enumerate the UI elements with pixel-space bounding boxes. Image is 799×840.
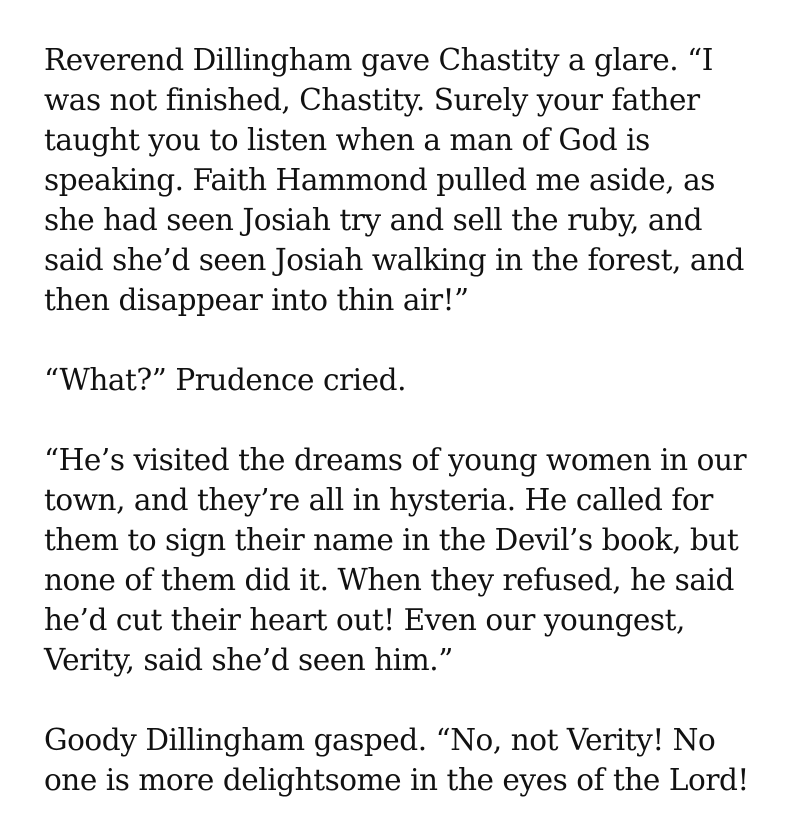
text-line: none of them did it. When they refused, he said [44, 563, 734, 597]
text-line: “He’s visited the dreams of young women in our [44, 443, 747, 477]
paragraph-goody-gasp [44, 720, 784, 800]
text-line: Goody Dillingham gasped. “No, not Verity! No [44, 723, 716, 757]
text-line: taught you to listen when a man of God is [44, 123, 650, 157]
text-line: Reverend Dillingham gave Chastity a glare. “I [44, 43, 713, 77]
text-line: was not finished, Chastity. Surely your father [44, 83, 700, 117]
text-line: said she’d seen Josiah walking in the forest, and [44, 243, 744, 277]
text-line: them to sign their name in the Devil’s book, but [44, 523, 739, 557]
text-line: Verity, said she’d seen him.” [44, 643, 453, 677]
text-line: “What?” Prudence cried. [44, 363, 407, 397]
text-line: speaking. Faith Hammond pulled me aside, as [44, 163, 715, 197]
book-page [44, 40, 784, 840]
text-line: one is more delightsome in the eyes of the Lord! [44, 763, 749, 797]
paragraph-reverend-speech [44, 40, 784, 320]
text-line: he’d cut their heart out! Even our youngest, [44, 603, 685, 637]
text-line: town, and they’re all in hysteria. He called for [44, 483, 713, 517]
text-line: she had seen Josiah try and sell the ruby, and [44, 203, 703, 237]
text-line: then disappear into thin air!” [44, 283, 469, 317]
paragraph-dreams [44, 440, 784, 680]
paragraph-prudence-cry [44, 360, 784, 400]
